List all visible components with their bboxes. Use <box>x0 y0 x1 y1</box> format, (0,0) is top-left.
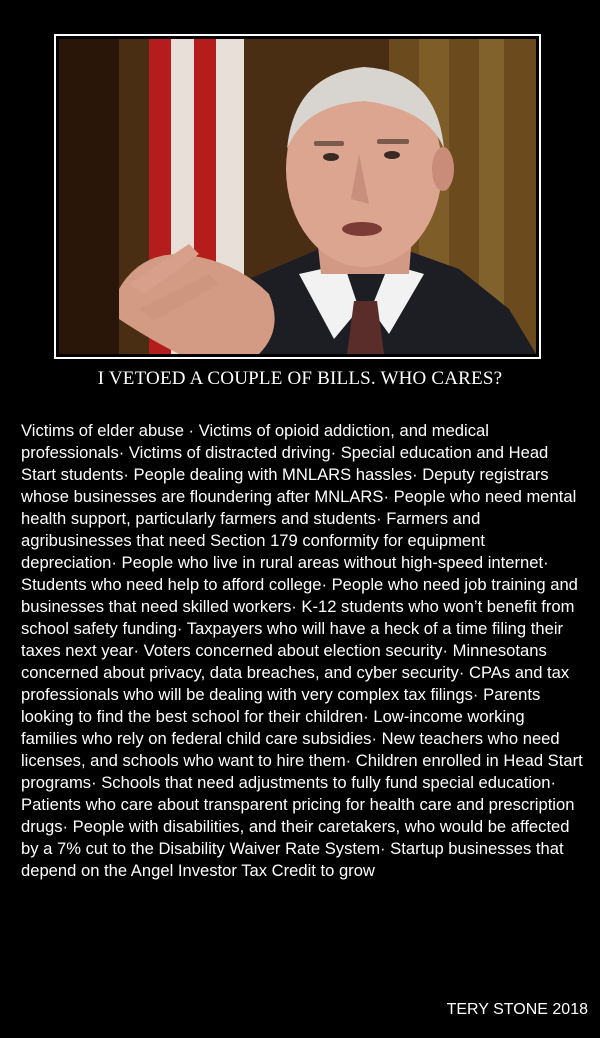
portrait-photo <box>59 39 536 354</box>
photo-frame <box>54 34 541 359</box>
author-credit: TERY STONE 2018 <box>446 1001 588 1018</box>
portrait-illustration <box>59 39 536 354</box>
headline: I VETOED A COUPLE OF BILLS. WHO CARES? <box>97 368 503 389</box>
beneficiaries-list: Victims of elder abuse · Victims of opioid addiction, and medical professionals· Victims of distracted driving· Special education and Head Start students· People dealing with MNLARS hassles· Deputy registrars whose businesses are floundering after MNLARS· People who need mental health support, particularly farmers and students· Farmers and agribusinesses that need Section 179 conformity for equipment depreciation· People who live in rural areas without high-speed internet· Students who need help to afford college· People who need job training and businesses that need skilled workers· K-12 students who won’t benefit from school safety funding· Taxpayers who will have a heck of a time filing their taxes next year· Voters concerned about election security· Minnesotans concerned about privacy, data breaches, and cyber security· CPAs and tax professionals who will be dealing with very complex tax filings· Parents looking to find the best school for their children· Low-income working families who rely on federal child care subsidies· New teachers who need licenses, and schools who want to hire them· Children enrolled in Head Start programs· Schools that need adjustments to fully fund special education· Patients who care about transparent pricing for health care and prescription drugs· People with disabilities, and their caretakers, who would be affected by a 7% cut to the Disability Waiver Rate System· Startup businesses that depend on the Angel Investor Tax Credit to grow <box>21 421 583 880</box>
